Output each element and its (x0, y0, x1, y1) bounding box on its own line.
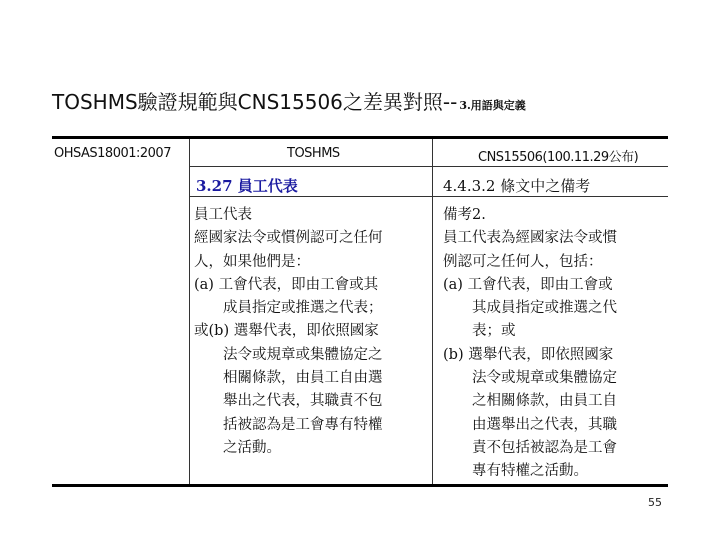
toshms-line: 成員指定或推選之代表； (194, 300, 383, 317)
cns-line: 法令或規章或集體協定 (443, 370, 617, 387)
title-subtitle: 3.用語與定義 (459, 99, 526, 112)
cns-line: (b) 選舉代表，即依照國家 (443, 346, 614, 363)
cns-line: 備考2. (443, 207, 486, 223)
cns-line: 專有特權之活動。 (443, 463, 588, 480)
cns-line: 其成員指定或推選之代 (443, 300, 617, 317)
toshms-line: 舉出之代表，其職責不包 (194, 393, 383, 410)
cns-clause-heading: 4.4.3.2 條文中之備考 (443, 177, 591, 195)
page-number: 55 (648, 496, 662, 509)
toshms-line: 之活動。 (194, 439, 281, 456)
cns-line: 員工代表為經國家法令或慣 (443, 230, 617, 247)
cns-line: 責不包括被認為是工會 (443, 439, 617, 456)
toshms-line: 相關條款，由員工自由選 (194, 370, 383, 387)
toshms-body (194, 204, 383, 460)
column-divider-left (189, 139, 190, 484)
column-header-cns: CNS15506(100.11.29公布) (478, 150, 639, 165)
cns-body (443, 204, 617, 484)
cns-line: 表；或 (443, 323, 516, 340)
header-rule (190, 166, 668, 167)
column-divider-right (432, 139, 433, 484)
toshms-line: 法令或規章或集體協定之 (194, 346, 383, 363)
page-title (52, 86, 526, 115)
toshms-clause-heading: 3.27 員工代表 (196, 177, 298, 195)
toshms-line: 經國家法令或慣例認可之任何 (194, 230, 383, 247)
title-main: TOSHMS驗證規範與CNS15506之差異對照-- (52, 90, 458, 114)
cns-line: (a) 工會代表，即由工會或 (443, 276, 613, 293)
cns-line: 由選舉出之代表，其職 (443, 416, 617, 433)
cns-line: 之相關條款，由員工自 (443, 393, 617, 410)
toshms-line: 員工代表 (194, 207, 252, 223)
toshms-line: 人，如果他們是： (194, 253, 310, 270)
cns-line: 例認可之任何人，包括： (443, 253, 603, 270)
toshms-line: 或(b) 選舉代表，即依照國家 (194, 323, 379, 340)
toshms-line: (a) 工會代表，即由工會或其 (194, 276, 379, 293)
toshms-line: 括被認為是工會專有特權 (194, 416, 383, 433)
bottom-rule (52, 484, 668, 487)
top-rule (52, 136, 668, 139)
column-header-ohsas: OHSAS18001:2007 (54, 146, 171, 161)
column-header-toshms: TOSHMS (287, 146, 340, 161)
subheader-rule (190, 196, 668, 197)
